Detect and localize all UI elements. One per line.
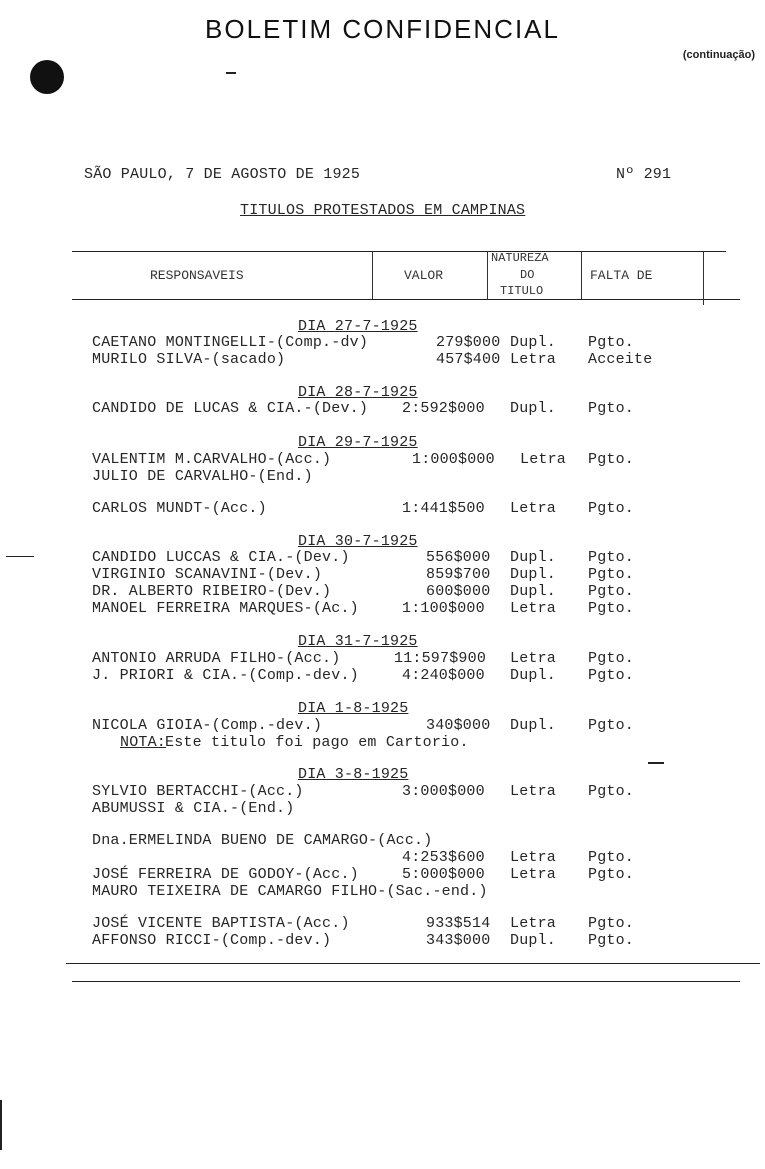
row-natureza: Letra	[510, 849, 557, 866]
row-valor: 4:253$600	[402, 849, 485, 866]
row-name: MURILO SILVA-(sacado)	[92, 351, 286, 368]
row-natureza: Dupl.	[510, 667, 557, 684]
row-natureza: Dupl.	[510, 583, 557, 600]
note-label: NOTA:	[120, 734, 167, 751]
row-falta: Pgto.	[588, 849, 635, 866]
row-natureza: Letra	[510, 351, 557, 368]
row-valor: 3:000$000	[402, 783, 485, 800]
scan-mark	[0, 1100, 2, 1150]
section-date: DIA 31-7-1925	[298, 633, 418, 650]
section-date: DIA 30-7-1925	[298, 533, 418, 550]
row-falta: Pgto.	[588, 932, 635, 949]
place-date: SÃO PAULO, 7 DE AGOSTO DE 1925	[84, 166, 361, 183]
section-subtitle: TITULOS PROTESTADOS EM CAMPINAS	[240, 202, 526, 219]
row-falta: Pgto.	[588, 866, 635, 883]
row-natureza: Letra	[510, 600, 557, 617]
row-falta: Pgto.	[588, 334, 635, 351]
row-name: MANOEL FERREIRA MARQUES-(Ac.)	[92, 600, 359, 617]
row-natureza: Letra	[510, 783, 557, 800]
row-falta: Pgto.	[588, 783, 635, 800]
row-valor: 4:240$000	[402, 667, 485, 684]
column-divider-1	[372, 251, 373, 299]
row-natureza: Letra	[510, 650, 557, 667]
row-name: NICOLA GIOIA-(Comp.-dev.)	[92, 717, 323, 734]
row-valor: 556$000	[426, 549, 491, 566]
row-natureza: Dupl.	[510, 549, 557, 566]
row-name: J. PRIORI & CIA.-(Comp.-dev.)	[92, 667, 359, 684]
header-falta-de: FALTA DE	[590, 268, 653, 283]
bottom-rule-1	[66, 963, 760, 964]
scan-mark	[6, 556, 34, 557]
row-falta: Pgto.	[588, 500, 635, 517]
row-name: SYLVIO BERTACCHI-(Acc.)	[92, 783, 304, 800]
section-date: DIA 27-7-1925	[298, 318, 418, 335]
row-valor: 11:597$900	[394, 650, 487, 667]
row-valor: 859$700	[426, 566, 491, 583]
row-valor: 1:000$000	[412, 451, 495, 468]
row-natureza: Letra	[520, 451, 567, 468]
row-natureza: Letra	[510, 915, 557, 932]
row-name: CANDIDO DE LUCAS & CIA.-(Dev.)	[92, 400, 369, 417]
row-falta: Pgto.	[588, 650, 635, 667]
row-name: VIRGINIO SCANAVINI-(Dev.)	[92, 566, 323, 583]
row-name: ABUMUSSI & CIA.-(End.)	[92, 800, 295, 817]
punch-hole-mark	[30, 60, 64, 94]
row-name: JOSÉ FERREIRA DE GODOY-(Acc.)	[92, 866, 359, 883]
section-date: DIA 29-7-1925	[298, 434, 418, 451]
row-natureza: Dupl.	[510, 932, 557, 949]
header-valor: VALOR	[404, 268, 444, 283]
document-title: BOLETIM CONFIDENCIAL	[205, 14, 560, 44]
column-divider-2	[487, 251, 488, 299]
row-natureza: Dupl.	[510, 566, 557, 583]
row-name: DR. ALBERTO RIBEIRO-(Dev.)	[92, 583, 332, 600]
row-valor: 600$000	[426, 583, 491, 600]
bottom-rule-2	[72, 981, 740, 982]
table-header-bottom-rule	[72, 299, 740, 300]
section-date: DIA 28-7-1925	[298, 384, 418, 401]
row-valor: 340$000	[426, 717, 491, 734]
scan-mark	[648, 762, 664, 764]
row-falta: Pgto.	[588, 451, 635, 468]
row-natureza: Dupl.	[510, 334, 557, 351]
row-falta: Pgto.	[588, 600, 635, 617]
header-natureza-2: DO	[520, 268, 535, 282]
column-divider-4	[703, 251, 704, 305]
header-natureza-1: NATUREZA	[491, 251, 549, 265]
row-natureza: Dupl.	[510, 717, 557, 734]
row-valor: 343$000	[426, 932, 491, 949]
header-responsaveis: RESPONSAVEIS	[150, 268, 244, 283]
row-valor: 933$514	[426, 915, 491, 932]
row-falta: Pgto.	[588, 583, 635, 600]
row-name: Dna.ERMELINDA BUENO DE CAMARGO-(Acc.)	[92, 832, 433, 849]
row-name: VALENTIM M.CARVALHO-(Acc.)	[92, 451, 332, 468]
column-divider-3	[581, 251, 582, 299]
row-natureza: Letra	[510, 500, 557, 517]
row-name: ANTONIO ARRUDA FILHO-(Acc.)	[92, 650, 341, 667]
continuation-label: (continuação)	[682, 49, 755, 61]
bulletin-number: Nº 291	[616, 166, 672, 183]
row-falta: Pgto.	[588, 915, 635, 932]
row-valor: 279$000	[436, 334, 501, 351]
row-natureza: Dupl.	[510, 400, 557, 417]
row-falta: Pgto.	[588, 667, 635, 684]
row-name: JULIO DE CARVALHO-(End.)	[92, 468, 313, 485]
section-date: DIA 1-8-1925	[298, 700, 409, 717]
table-header-top-rule	[72, 251, 726, 252]
row-valor: 1:441$500	[402, 500, 485, 517]
row-name: AFFONSO RICCI-(Comp.-dev.)	[92, 932, 332, 949]
row-name: CAETANO MONTINGELLI-(Comp.-dv)	[92, 334, 369, 351]
row-valor: 5:000$000	[402, 866, 485, 883]
row-falta: Pgto.	[588, 400, 635, 417]
header-natureza-3: TITULO	[500, 284, 544, 298]
row-natureza: Letra	[510, 866, 557, 883]
scan-mark	[226, 72, 236, 74]
note-text: Este titulo foi pago em Cartorio.	[165, 734, 469, 751]
row-falta: Acceite	[588, 351, 653, 368]
row-valor: 1:100$000	[402, 600, 485, 617]
row-name: JOSÉ VICENTE BAPTISTA-(Acc.)	[92, 915, 350, 932]
row-falta: Pgto.	[588, 549, 635, 566]
row-valor: 457$400	[436, 351, 501, 368]
section-date: DIA 3-8-1925	[298, 766, 409, 783]
row-name: CANDIDO LUCCAS & CIA.-(Dev.)	[92, 549, 350, 566]
row-valor: 2:592$000	[402, 400, 485, 417]
row-falta: Pgto.	[588, 717, 635, 734]
row-falta: Pgto.	[588, 566, 635, 583]
row-name: CARLOS MUNDT-(Acc.)	[92, 500, 267, 517]
row-name: MAURO TEIXEIRA DE CAMARGO FILHO-(Sac.-end.)	[92, 883, 488, 900]
